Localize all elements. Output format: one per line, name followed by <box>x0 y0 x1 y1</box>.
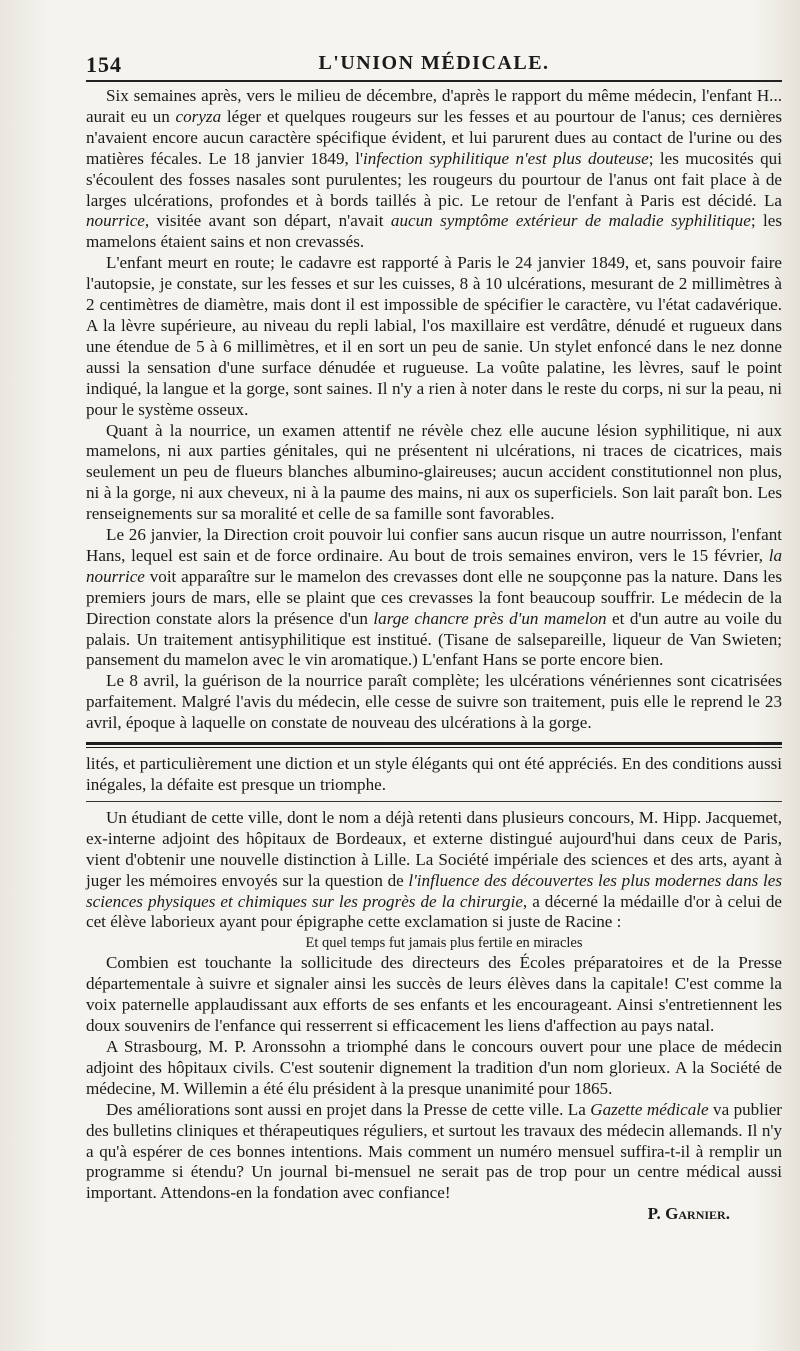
italic-text: coryza <box>175 106 222 126</box>
paragraph: Six semaines après, vers le milieu de décembre, d'après le rapport du même médecin, l'enfant H... aurait eu un coryza léger et quelques rougeurs sur les fesses et au pourtour de l'anus; ces dernières n'avaient encore aucun caractère spécifique évident, et lui parurent dues au contact de l'urine ou des matières fécales. Le 18 janvier 1849, l'infection syphilitique n'est plus douteuse; les mucosités qui s'écoulent des fosses nasales sont purulentes; les rougeurs du pourtour de l'anus ont fait place à de larges ulcérations, profondes et à bords taillés à pic. Le retour de l'enfant à Paris est décidé. La nourrice, visitée avant son départ, n'avait aucun symptôme extérieur de maladie syphilitique; les mamelons étaient sains et non crevassés. <box>86 86 782 252</box>
italic-text: large chancre près d'un mamelon <box>373 608 607 628</box>
italic-text: l'influence des découvertes les plus modernes dans les sciences physiques et chimiques sur les progrès de la chirurgie <box>86 870 782 911</box>
article-concours-fragment <box>86 754 782 796</box>
italic-text: nourrice <box>86 211 145 231</box>
paragraph: Le 8 avril, la guérison de la nourrice paraît complète; les ulcérations vénériennes sont cicatrisées parfaitement. Malgré l'avis du médecin, elle cesse de suivre son traitement, puis elle le reprend le 23 avril, époque à laquelle on constate de nouveau des ulcérations à la gorge. <box>86 671 782 733</box>
author-signature: P. Garnier. <box>647 1204 730 1224</box>
section-divider-thin <box>86 801 782 802</box>
paragraph: Quant à la nourrice, un examen attentif ne révèle chez elle aucune lésion syphilitique, ni aux mamelons, ni aux parties génitales, qui ne présentent ni ulcérations, ni traces de cicatrices, mais seulement un peu de flueurs blanches albumino-glaireuses; aucun accident constitutionnel non plus, ni à la gorge, ni aux cheveux, ni à la paume des mains, ni aux os superficiels. Son lait paraît bon. Les renseignements sur sa moralité et celle de sa famille sont favorables. <box>86 420 782 524</box>
italic-text: la nourrice <box>86 545 782 586</box>
paragraph: lités, et particulièrement une diction et un style élégants qui ont été appréciés. En des conditions aussi inégales, la défaite est presque un triomphe. <box>86 754 782 794</box>
article-syphilis-case <box>86 86 782 734</box>
paragraph: A Strasbourg, M. P. Aronssohn a triomphé dans le concours ouvert pour une place de médecin adjoint des hôpitaux civils. C'est soutenir dignement la tradition d'un nom glorieux. A la Société de médecine, M. Willemin a été élu président à la presque unanimité pour 1865. <box>86 1036 782 1098</box>
paragraph: Un étudiant de cette ville, dont le nom a déjà retenti dans plusieurs concours, M. Hipp. Jacquemet, ex-interne adjoint des hôpitaux de Bordeaux, et externe distingué aujourd'hui dans ceux de Paris, vient d'obtenir une nouvelle distinction à Lille. La Société impériale des sciences et des arts, ayant à juger les mémoires envoyés sur la question de l'influence des découvertes les plus modernes dans les sciences physiques et chimiques sur les progrès de la chirurgie, a décerné la médaille d'or à celui de cet élève laborieux ayant pour épigraphe cette exclamation si juste de Racine : <box>86 807 782 932</box>
paragraph: L'enfant meurt en route; le cadavre est rapporté à Paris le 24 janvier 1849, et, sans pouvoir faire l'autopsie, je constate, sur les fesses et sur les cuisses, 8 à 10 ulcérations, mesurant de 2 millimètres à 2 centimètres de diamètre, mais dont il est impossible de spécifier le caractère, vu l'état cadavérique. A la lèvre supérieure, au niveau du repli labial, l'os maxillaire est verdâtre, dénudé et rugueux dans une étendue de 5 à 6 millimètres, et il en sort un peu de sanie. Un stylet enfoncé dans le nez donne aussi la sensation d'une surface dénudée et rugueuse. La voûte palatine, les lèvres, sauf le point indiqué, la langue et la gorge, sont saines. Il n'y a rien à noter dans le reste du corps, ni sur la peau, ni pour le système osseux. <box>86 253 782 419</box>
paragraph: Le 26 janvier, la Direction croit pouvoir lui confier sans aucun risque un autre nourrisson, l'enfant Hans, lequel est sain et de force ordinaire. Au bout de trois semaines environ, vers le 15 février, la nourrice voit apparaître sur le mamelon des crevasses dont elle ne soupçonne pas la nature. Dans les premiers jours de mars, elle se plaint que ces crevasses la font beaucoup souffrir. Le médecin de la Direction constate alors la présence d'un large chancre près d'un mamelon et d'un autre au voile du palais. Un traitement antisyphilitique est institué. (Tisane de salsepareille, liqueur de Van Swieten; pansement du mamelon avec le vin aromatique.) L'enfant Hans se porte encore bien. <box>86 525 782 670</box>
verse-quotation: Et quel temps fut jamais plus fertile en miracles <box>305 935 583 952</box>
italic-text: Gazette médicale <box>590 1099 709 1119</box>
section-divider <box>86 742 782 748</box>
paragraph: Des améliorations sont aussi en projet dans la Presse de cette ville. La Gazette médicale va publier des bulletins cliniques et thérapeutiques réguliers, et surtout les travaux des médecin allemands. Il n'y a qu'à espérer de ces bonnes intentions. Mais comment un numéro mensuel suffira-t-il à remplir un programme si étendu? Un journal bi-mensuel ne serait pas de trop pour un centre médical aussi important. Attendons-en la fondation avec confiance! <box>86 1099 782 1203</box>
paragraph: Combien est touchante la sollicitude des directeurs des Écoles préparatoires et de la Presse départementale à suivre et signaler ainsi les succès de leurs élèves dans la capitale! C'est comme la voix paternelle applaudissant aux efforts de ses enfants et les encourageant. Ainsi s'entretiennent les doux souvenirs de l'enfance qui resserrent si efficacement les liens d'affection au pays natal. <box>86 953 782 1036</box>
body-text <box>86 82 782 1225</box>
running-head: L'UNION MÉDICALE. <box>318 52 550 74</box>
italic-text: infection syphilitique n'est plus douteuse <box>363 148 649 168</box>
header-rule <box>86 80 782 82</box>
page-number: 154 <box>86 52 122 77</box>
article-news <box>86 808 782 1225</box>
italic-text: aucun symptôme extérieur de maladie syphilitique <box>390 211 751 231</box>
page-header <box>86 0 782 82</box>
